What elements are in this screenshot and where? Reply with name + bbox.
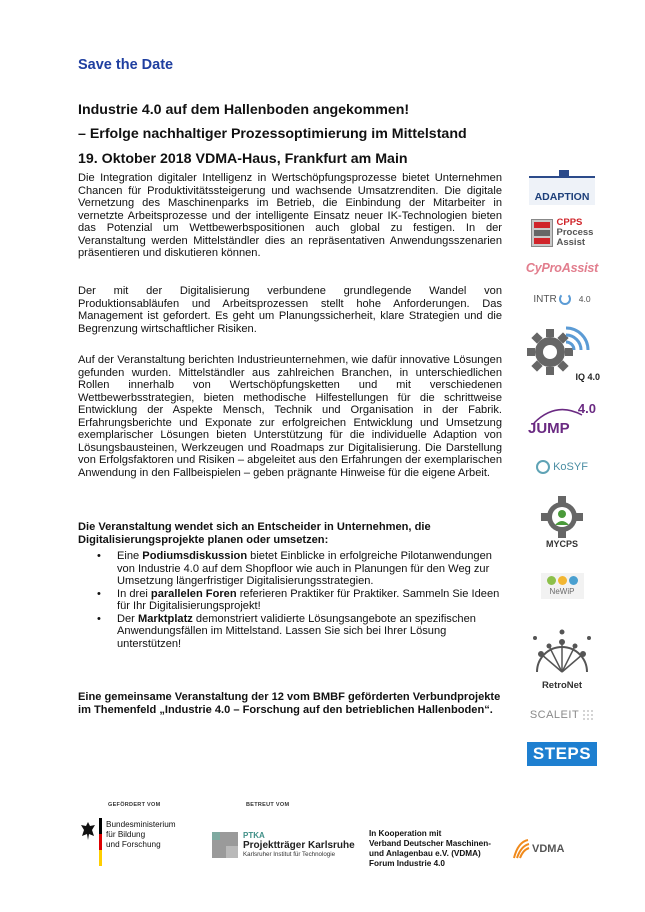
supervised-by-label: BETREUT VOM — [246, 802, 290, 808]
challenge-paragraph: Der mit der Digitalisierung verbundene grundlegende Wandel von Produktionsabläufen und Arbeitsprozessen stellt hohe Anforderungen. Das Management ist gefordert. Es geht um Planungssicherheit, klare Strategien und die Begrenzung wirtschaftlicher Risiken. — [78, 285, 502, 335]
steps-logo: STEPS — [522, 740, 602, 768]
save-the-date-title: Save the Date — [78, 57, 174, 73]
headline-line-2: – Erfolge nachhaltiger Prozessoptimierung im Mittelstand — [78, 126, 467, 142]
intro-logo: INTR 4.0 — [533, 293, 591, 305]
kosyf-logo: KoSYF — [522, 452, 602, 482]
ptka-text: PTKA Projektträger Karlsruhe Karlsruher Institut für Technologie — [243, 831, 355, 858]
vdma-logo: VDMA — [512, 838, 564, 860]
network-gauge-icon — [527, 624, 597, 678]
iq40-logo: IQ 4.0 — [522, 322, 602, 384]
headline-line-1: Industrie 4.0 auf dem Hallenboden angekommen! — [78, 102, 410, 118]
bullet-forums: • In drei parallelen Foren referieren Praktiker für Praktiker. Sammeln Sie Ideen für Ihr Digitalisierungsprojekt! — [78, 588, 502, 613]
power-icon — [559, 293, 571, 305]
program-bullet-list — [78, 550, 502, 650]
kosyf-emblem-icon — [536, 460, 550, 474]
funded-by-label: GEFÖRDERT VOM — [108, 802, 161, 808]
jump40-logo: JUMP 4.0 — [528, 401, 596, 437]
scaleit-logo: SCALEIT — [522, 704, 602, 726]
federal-eagle-icon — [80, 820, 96, 847]
adaption-logo: ADAPTION — [522, 175, 602, 205]
event-date-location: 19. Oktober 2018 VDMA-Haus, Frankfurt am Main — [78, 151, 408, 167]
bmbf-text: Bundesministerium für Bildung und Forschung — [106, 820, 176, 849]
audience-paragraph: Die Veranstaltung wendet sich an Entscheider in Unternehmen, die Digitalisierungsprojekte planen oder umsetzen: — [78, 521, 431, 546]
event-paragraph: Auf der Veranstaltung berichten Industrieunternehmen, wie dafür innovative Lösungen gefunden wurden. Mittelständler aus zahlreichen Branchen, in unterschiedlichen Rollen innerhalb von Wertschöpfungsketten und mit verschiedenen Wettbewerbsstrategien, bieten methodische Hilfestellungen für die schrittweise Entwicklung der Aspekte Mensch, Technik und Organisation in der Fabrik. Erfahrungsberichte und Exponate zur erfolgreichen Entwicklung und Umsetzung exemplarischer Lösungen bieten Unterstützung für die individuelle Adaption von Lösungsbausteinen, Werkzeugen und Roadmaps zur Digitalisierung. Die Darstellung von Erfolgsfaktoren und Risiken – abgeleitet aus den Erfahrungen der exemplarischen Anwendung in den Fallbeispielen – geben prägnante Hinweise für die eigene Arbeit. — [78, 354, 502, 479]
ptka-emblem-icon — [212, 832, 238, 858]
bullet-podium: • Eine Podiumsdiskussion bietet Einblicke in erfolgreiche Pilotanwendungen von Industrie 4.0 auf dem Shopfloor wie auch in Planungen für den Weg zur Umsetzung längerfristiger Digitalisierungsstrategien. — [78, 550, 502, 588]
german-flag-stripe — [99, 818, 102, 866]
intro-paragraph: Die Integration digitaler Intelligenz in Wertschöpfungsprozesse bietet Unternehmen Chancen für Produktivitätssteigerung und wachsende Umsatzrenditen. Die digitale Vernetzung des Maschinenparks im Betrieb, die Einbindung der Mitarbeiter in vernetzte Arbeitsprozesse und der intelligente Einsatz neuer IK-Technologien bieten das Potenzial um Wettbewerbspositionen auch global zu festigen. In der Veranstaltung werden Mittelständler dies an repräsentativen Anwendungsszenarien präsentieren und diskutieren können. — [78, 172, 502, 260]
dots-icon — [582, 709, 594, 721]
mycps-logo: MYCPS — [522, 492, 602, 552]
joint-event-paragraph: Eine gemeinsame Veranstaltung der 12 vom BMBF geförderten Verbundprojekte im Themenfeld „Industrie 4.0 – Forschung auf den betrieblichen Hallenboden“. — [78, 691, 501, 716]
vdma-swoosh-icon — [512, 838, 530, 860]
gear-person-icon — [539, 495, 585, 539]
cyproassist-logo: CyProAssist — [525, 261, 599, 275]
newip-logo: NeWiP — [522, 568, 602, 604]
retronet-logo: RetroNet — [522, 622, 602, 692]
cooperation-text: In Kooperation mit Verband Deutscher Maschinen- und Anlagenbau e.V. (VDMA) Forum Industrie 4.0 — [369, 829, 491, 868]
bullet-marketplace: • Der Marktplatz demonstriert validierte Lösungsangebote an spezifischen Anwendungsfällen im Mittelstand. Lassen Sie sich bei Ihrer Lösung unterstützen! — [78, 613, 502, 651]
cpps-process-assist-logo: CPPS Process Assist — [522, 215, 602, 251]
